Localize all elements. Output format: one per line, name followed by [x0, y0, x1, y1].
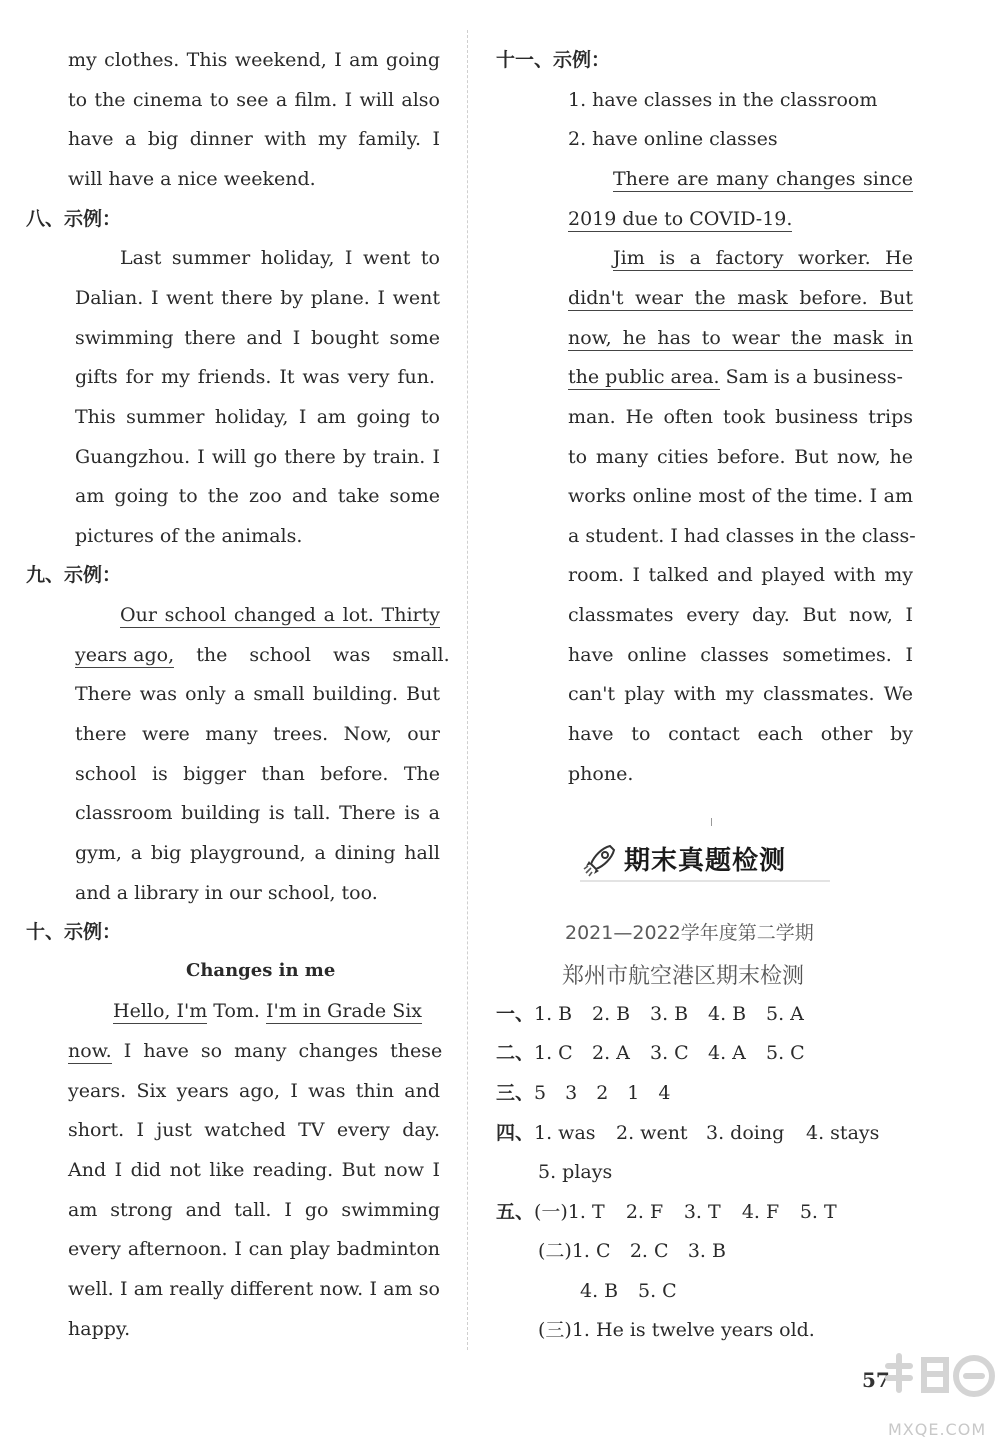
answer-item: 4. B [708, 1003, 747, 1025]
text-line: will have a nice weekend. [68, 168, 316, 190]
section-10-heading: 十、示例： [26, 921, 122, 943]
text-line [568, 286, 913, 310]
text-line: swimming there and I bought some [75, 327, 440, 349]
text-line: Guangzhou. I will go there by train. I [75, 446, 440, 468]
text-line: can't play with my classmates. We [568, 683, 913, 705]
answer-sublabel: (三) [538, 1319, 572, 1341]
text-line: to many cities before. But now, he [568, 446, 913, 468]
text-line: there were many trees. Now, our [75, 723, 440, 745]
text-segment: Sam is a business- [719, 366, 903, 388]
text-line [613, 246, 913, 270]
answer-sublabel: (一) [534, 1201, 568, 1223]
text-line: school is bigger than before. The [75, 763, 440, 785]
answer-sublabel: (二) [538, 1240, 572, 1262]
section-9-heading: 九、示例： [26, 564, 122, 586]
text-line: every afternoon. I can play badminton [68, 1238, 440, 1260]
answer-item: 3. B [687, 1240, 726, 1262]
watermark-text: MXQE.COM [888, 1420, 987, 1439]
answer-row-5-2 [538, 1239, 726, 1263]
text-line: have online classes sometimes. I [568, 644, 913, 666]
text-line: have a big dinner with my family. I [68, 128, 440, 150]
text-line: am strong and tall. I go swimming [68, 1199, 440, 1221]
text-line: This summer holiday, I am going to [75, 406, 440, 428]
text-line: and a library in our school, too. [75, 882, 378, 904]
answer-item: 5. T [799, 1201, 837, 1223]
text-segment: Tom. [207, 1000, 267, 1022]
underlined-text: I'm in Grade Six [266, 1000, 422, 1022]
answer-label: 二、 [496, 1042, 535, 1064]
text-line: a student. I had classes in the class- [568, 525, 916, 547]
section-8-heading: 八、示例： [26, 208, 122, 230]
text-line [68, 1039, 443, 1063]
answer-item: 3. C [650, 1042, 689, 1064]
exam-title: 郑州市航空港区期末检测 [562, 964, 805, 989]
divider-mark [711, 818, 712, 826]
answer-item: 1. He is twelve years old. [571, 1319, 815, 1341]
answer-item: 5 3 2 1 4 [534, 1082, 671, 1104]
answer-label: 四、 [496, 1122, 535, 1144]
text-line [568, 207, 792, 231]
answer-row-1 [496, 1002, 804, 1026]
underlined-text: Jim is a factory worker. He [613, 247, 913, 269]
text-segment: the school was small. [174, 644, 450, 666]
rocket-icon [580, 840, 620, 880]
text-line [75, 643, 450, 667]
text-line: gym, a big playground, a dining hall [75, 842, 440, 864]
text-line: works online most of the time. I am [568, 485, 913, 507]
text-line: well. I am really different now. I am so [68, 1278, 440, 1300]
banner-title: 期末真题检测 [624, 846, 787, 876]
text-line: classroom building is tall. There is a [75, 802, 440, 824]
column-divider [467, 30, 468, 1350]
text-line: There was only a small building. But [75, 683, 440, 705]
text-line: pictures of the animals. [75, 525, 303, 547]
page-number: 57 [862, 1368, 890, 1392]
answer-item: 4. B [580, 1280, 619, 1302]
section-11-heading: 十一、示例： [496, 49, 611, 71]
text-line: gifts for my friends. It was very fun. [75, 366, 435, 388]
text-line: room. I talked and played with my [568, 564, 913, 586]
text-line: happy. [68, 1318, 131, 1340]
underlined-text: now. [68, 1040, 112, 1062]
answer-item: 3. T [683, 1201, 721, 1223]
answer-item: 4. stays [806, 1122, 880, 1144]
answer-item: 2. F [625, 1201, 664, 1223]
underlined-text: There are many changes since [613, 168, 913, 190]
list-item: 2. have online classes [568, 128, 778, 150]
list-item: 1. have classes in the classroom [568, 89, 878, 111]
answer-item: 1. C [571, 1240, 611, 1262]
text-line [568, 365, 913, 389]
answer-item: 2. C [629, 1240, 669, 1262]
text-line: Last summer holiday, I went to [120, 247, 440, 269]
answer-row-4 [496, 1121, 879, 1145]
answer-row-3 [496, 1081, 670, 1105]
text-line: And I did not like reading. But now I [68, 1159, 440, 1181]
text-line: to the cinema to see a film. I will also [68, 89, 440, 111]
text-segment: I have so many changes these [111, 1040, 443, 1062]
essay-title: Changes in me [186, 960, 336, 981]
answer-item: 1. T [567, 1201, 605, 1223]
answer-item: 5. C [638, 1280, 677, 1302]
answer-item: 3. doing [706, 1122, 785, 1144]
underlined-text: 2019 due to COVID-19. [568, 208, 793, 230]
answer-row-4b [538, 1160, 612, 1184]
answer-item: 1. C [534, 1042, 573, 1064]
underlined-text: didn't wear the mask before. But [568, 287, 913, 309]
text-line [113, 999, 440, 1023]
text-line: man. He often took business trips [568, 406, 913, 428]
answer-item: 3. B [650, 1003, 689, 1025]
answer-item: 1. was [534, 1122, 596, 1144]
answer-row-5-3 [538, 1318, 815, 1342]
answer-item: 2. B [592, 1003, 631, 1025]
text-line: am going to the zoo and take some [75, 485, 440, 507]
text-line: phone. [568, 763, 634, 785]
answer-label: 五、 [496, 1201, 535, 1223]
answer-item: 4. A [708, 1042, 746, 1064]
underlined-text: now, he has to wear the mask in [568, 327, 913, 349]
text-line: short. I just watched TV every day. [68, 1119, 440, 1141]
text-line: Dalian. I went there by plane. I went [75, 287, 440, 309]
answer-item: 2. A [592, 1042, 630, 1064]
text-line: have to contact each other by [568, 723, 913, 745]
answer-label: 三、 [496, 1082, 535, 1104]
text-line: my clothes. This weekend, I am going [68, 49, 440, 71]
answer-row-2 [496, 1041, 805, 1065]
answer-row-5 [496, 1200, 837, 1224]
answer-label: 一、 [496, 1003, 535, 1025]
section-banner [580, 836, 830, 882]
answer-row-5-2b [580, 1279, 677, 1303]
text-line [613, 167, 913, 191]
answer-item: 5. C [766, 1042, 805, 1064]
answer-item: 4. F [741, 1201, 780, 1223]
answer-item: 1. B [534, 1003, 573, 1025]
answer-item: 2. went [616, 1122, 688, 1144]
text-line: classmates every day. But now, I [568, 604, 913, 626]
text-line [568, 326, 913, 350]
text-line: years. Six years ago, I was thin and [68, 1080, 440, 1102]
underlined-text: Hello, I'm [113, 1000, 208, 1022]
answer-item: 5. A [766, 1003, 804, 1025]
text-line [120, 603, 440, 627]
answer-item: 5. plays [538, 1161, 613, 1183]
term-label: 2021—2022学年度第二学期 [565, 922, 814, 944]
underlined-text: years ago, [75, 644, 175, 666]
underlined-text: Our school changed a lot. Thirty [120, 604, 440, 626]
underlined-text: the public area. [568, 366, 720, 388]
